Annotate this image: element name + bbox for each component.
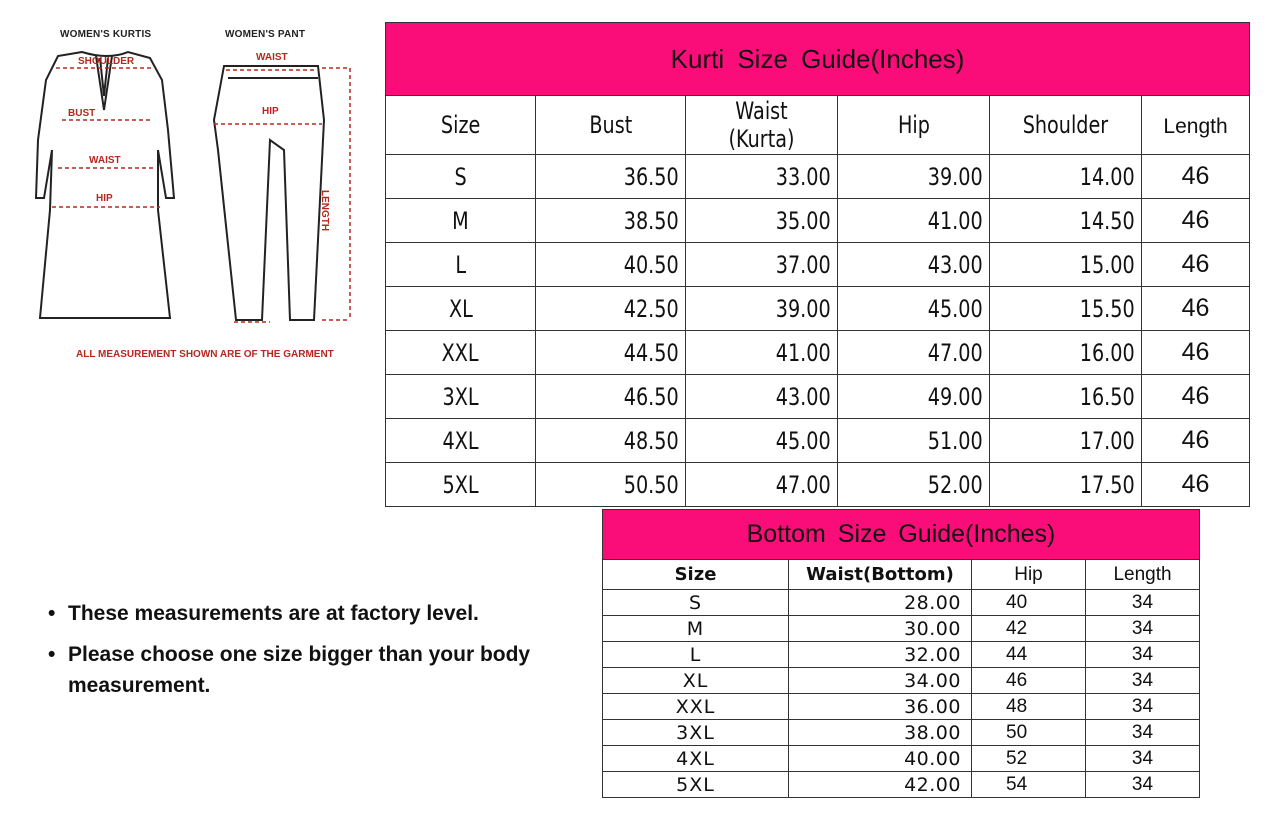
kurti-cell-shoulder: 16.00	[990, 331, 1142, 375]
kurti-cell-length: 46	[1142, 463, 1250, 507]
hip-label: HIP	[96, 193, 113, 204]
note-factory-level: • These measurements are at factory level.	[48, 598, 588, 629]
shoulder-label: SHOULDER	[78, 56, 135, 67]
kurti-cell-waist: 39.00	[686, 287, 838, 331]
bottom-header-size: Size	[603, 560, 789, 590]
bottom-cell-size: 5XL	[603, 772, 789, 798]
kurti-table-row	[386, 155, 1250, 199]
kurti-cell-waist: 43.00	[686, 375, 838, 419]
kurti-cell-length: 46	[1142, 155, 1250, 199]
pant-outline	[214, 66, 324, 320]
bottom-cell-size: L	[603, 642, 789, 668]
bottom-cell-hip: 42	[972, 616, 1086, 642]
bottom-table-row	[603, 642, 1200, 668]
kurti-cell-hip: 52.00	[838, 463, 990, 507]
kurti-cell-waist: 41.00	[686, 331, 838, 375]
kurti-cell-bust: 48.50	[536, 419, 686, 463]
bottom-header-waist: Waist(Bottom)	[789, 560, 972, 590]
diagram-footnote: ALL MEASUREMENT SHOWN ARE OF THE GARMENT	[76, 349, 334, 360]
kurti-cell-hip: 47.00	[838, 331, 990, 375]
pant-waist-label: WAIST	[256, 52, 288, 63]
kurti-cell-shoulder: 15.00	[990, 243, 1142, 287]
kurti-cell-shoulder: 15.50	[990, 287, 1142, 331]
kurti-cell-length: 46	[1142, 419, 1250, 463]
bottom-table-row	[603, 590, 1200, 616]
bottom-cell-waist: 34.00	[789, 668, 972, 694]
bust-label: BUST	[68, 108, 96, 119]
bottom-cell-length: 34	[1086, 746, 1200, 772]
bottom-table-row	[603, 668, 1200, 694]
bottom-cell-waist: 36.00	[789, 694, 972, 720]
kurti-cell-hip: 39.00	[838, 155, 990, 199]
bottom-cell-hip: 48	[972, 694, 1086, 720]
bottom-cell-waist: 32.00	[789, 642, 972, 668]
kurti-table-row	[386, 243, 1250, 287]
bottom-cell-length: 34	[1086, 616, 1200, 642]
bottom-cell-length: 34	[1086, 694, 1200, 720]
kurti-cell-bust: 42.50	[536, 287, 686, 331]
kurti-header-shoulder: Shoulder	[990, 96, 1142, 155]
pant-length-label: LENGTH	[319, 190, 330, 232]
kurti-cell-shoulder: 14.00	[990, 155, 1142, 199]
bottom-header-row	[603, 560, 1200, 590]
kurti-header-hip: Hip	[838, 96, 990, 155]
kurti-table-row	[386, 199, 1250, 243]
bottom-cell-waist: 42.00	[789, 772, 972, 798]
bottom-table-row	[603, 746, 1200, 772]
bottom-table-row	[603, 772, 1200, 798]
kurti-cell-length: 46	[1142, 243, 1250, 287]
bottom-cell-length: 34	[1086, 720, 1200, 746]
bottom-cell-waist: 38.00	[789, 720, 972, 746]
kurti-size-table	[385, 22, 1250, 507]
kurti-cell-hip: 49.00	[838, 375, 990, 419]
kurti-header-bust: Bust	[536, 96, 686, 155]
bottom-table-row	[603, 694, 1200, 720]
kurti-cell-shoulder: 17.00	[990, 419, 1142, 463]
kurti-cell-size: L	[386, 243, 536, 287]
bottom-cell-waist: 28.00	[789, 590, 972, 616]
kurti-table-row	[386, 463, 1250, 507]
measurement-diagram	[0, 0, 380, 380]
kurti-cell-bust: 50.50	[536, 463, 686, 507]
kurti-cell-shoulder: 17.50	[990, 463, 1142, 507]
pant-diagram-title: WOMEN'S PANT	[225, 29, 306, 40]
bottom-cell-size: 4XL	[603, 746, 789, 772]
bottom-table-row	[603, 720, 1200, 746]
kurti-cell-bust: 38.50	[536, 199, 686, 243]
bottom-cell-hip: 54	[972, 772, 1086, 798]
kurti-cell-length: 46	[1142, 331, 1250, 375]
bottom-cell-length: 34	[1086, 642, 1200, 668]
bottom-cell-size: XL	[603, 668, 789, 694]
kurti-header-size: Size	[386, 96, 536, 155]
kurti-cell-hip: 45.00	[838, 287, 990, 331]
kurti-cell-size: 5XL	[386, 463, 536, 507]
bottom-cell-size: XXL	[603, 694, 789, 720]
bottom-cell-hip: 46	[972, 668, 1086, 694]
notes-list	[48, 598, 588, 711]
bottom-table-row	[603, 616, 1200, 642]
kurti-cell-bust: 40.50	[536, 243, 686, 287]
kurti-cell-size: XL	[386, 287, 536, 331]
kurti-table-row	[386, 287, 1250, 331]
bottom-cell-waist: 40.00	[789, 746, 972, 772]
bottom-cell-size: M	[603, 616, 789, 642]
kurti-cell-shoulder: 14.50	[990, 199, 1142, 243]
bottom-header-length: Length	[1086, 560, 1200, 590]
kurti-header-length: Length	[1142, 96, 1250, 155]
bottom-cell-length: 34	[1086, 590, 1200, 616]
bottom-cell-hip: 44	[972, 642, 1086, 668]
kurti-measure-lines	[52, 68, 160, 207]
garment-illustration	[0, 0, 380, 340]
kurti-cell-bust: 44.50	[536, 331, 686, 375]
kurti-table-row	[386, 375, 1250, 419]
kurti-cell-waist: 45.00	[686, 419, 838, 463]
kurti-cell-size: S	[386, 155, 536, 199]
kurti-cell-waist: 35.00	[686, 199, 838, 243]
bottom-header-hip: Hip	[972, 560, 1086, 590]
kurti-header-row	[386, 96, 1250, 155]
kurti-outline	[36, 52, 174, 318]
note-size-advice: • Please choose one size bigger than your body measurement.	[48, 639, 588, 701]
kurti-cell-shoulder: 16.50	[990, 375, 1142, 419]
kurti-cell-length: 46	[1142, 287, 1250, 331]
kurti-cell-waist: 33.00	[686, 155, 838, 199]
kurti-diagram-title: WOMEN'S KURTIS	[60, 29, 152, 40]
kurti-cell-size: M	[386, 199, 536, 243]
pant-hip-label: HIP	[262, 106, 279, 117]
bottom-cell-hip: 50	[972, 720, 1086, 746]
bottom-cell-length: 34	[1086, 668, 1200, 694]
kurti-cell-hip: 43.00	[838, 243, 990, 287]
waist-label: WAIST	[89, 155, 121, 166]
kurti-cell-size: 3XL	[386, 375, 536, 419]
bottom-cell-size: S	[603, 590, 789, 616]
bottom-cell-length: 34	[1086, 772, 1200, 798]
kurti-table-title: Kurti Size Guide(Inches)	[386, 23, 1250, 96]
bottom-cell-hip: 40	[972, 590, 1086, 616]
bottom-size-table	[602, 509, 1200, 798]
kurti-table-row	[386, 331, 1250, 375]
kurti-cell-bust: 36.50	[536, 155, 686, 199]
kurti-cell-length: 46	[1142, 199, 1250, 243]
bottom-table-title: Bottom Size Guide(Inches)	[603, 510, 1200, 560]
bottom-cell-hip: 52	[972, 746, 1086, 772]
kurti-cell-bust: 46.50	[536, 375, 686, 419]
kurti-cell-size: XXL	[386, 331, 536, 375]
kurti-cell-hip: 41.00	[838, 199, 990, 243]
kurti-table-row	[386, 419, 1250, 463]
kurti-cell-waist: 37.00	[686, 243, 838, 287]
kurti-cell-waist: 47.00	[686, 463, 838, 507]
kurti-cell-length: 46	[1142, 375, 1250, 419]
kurti-cell-hip: 51.00	[838, 419, 990, 463]
bottom-cell-size: 3XL	[603, 720, 789, 746]
bottom-cell-waist: 30.00	[789, 616, 972, 642]
kurti-header-waist: Waist (Kurta)	[686, 96, 838, 155]
kurti-cell-size: 4XL	[386, 419, 536, 463]
